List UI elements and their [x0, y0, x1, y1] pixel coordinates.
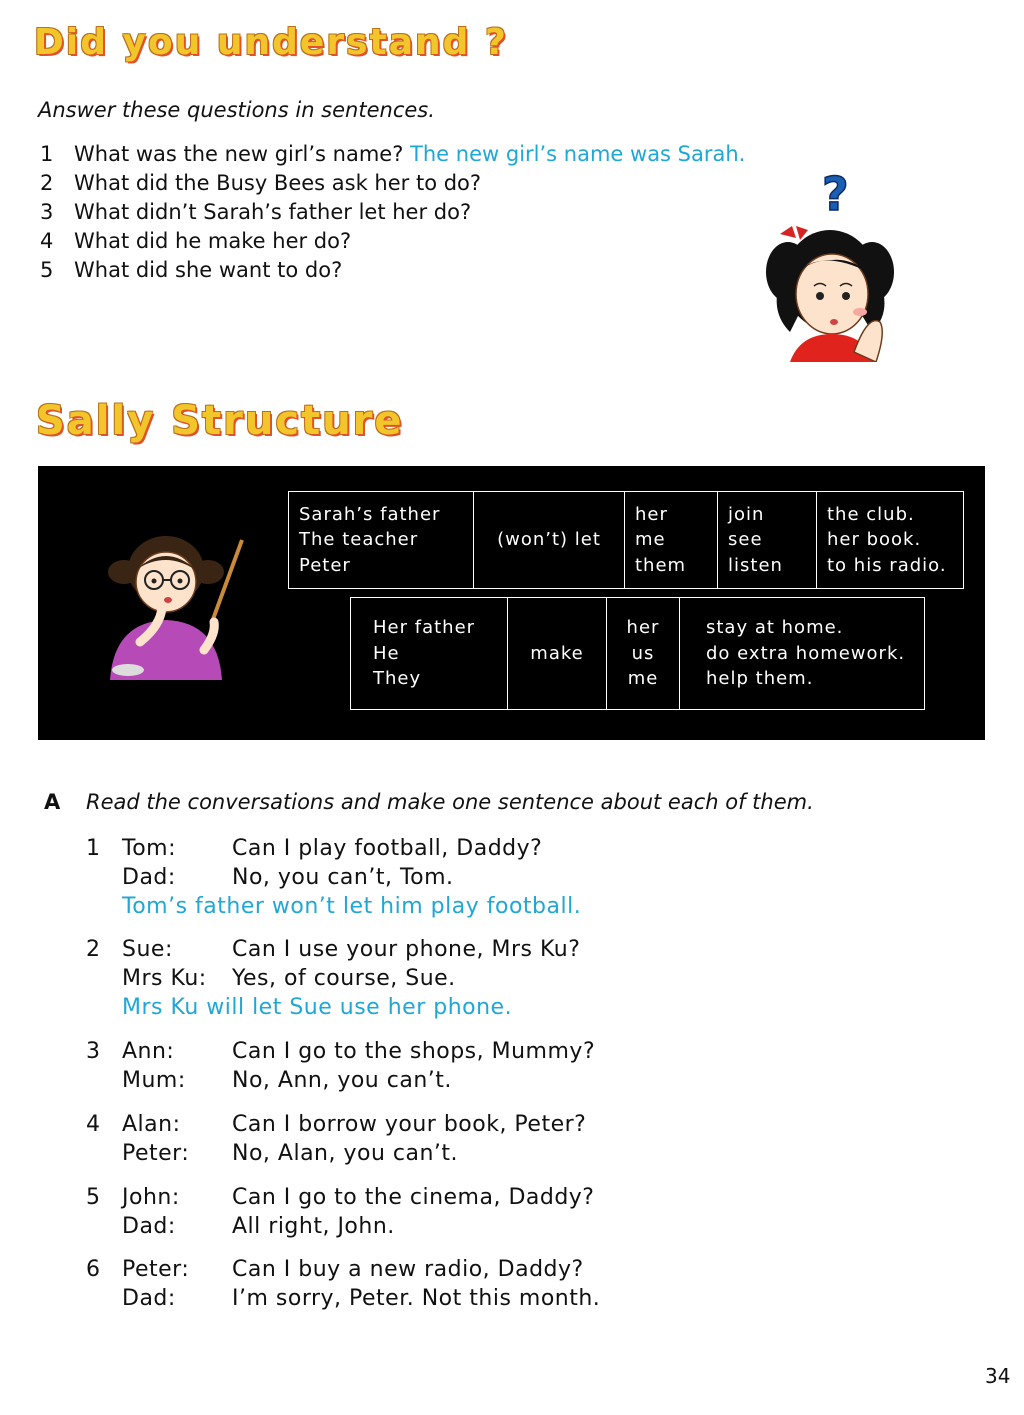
conversation-number: 6 [86, 1257, 101, 1282]
model-answer: Mrs Ku will let Sue use her phone. [122, 995, 513, 1020]
conversation-number: 3 [86, 1039, 101, 1064]
dialogue-text: Yes, of course, Sue. [232, 966, 456, 991]
structure-table-make [350, 597, 925, 710]
question-mark-icon: ? [822, 167, 849, 221]
page-number: 34 [985, 1364, 1011, 1388]
speaker-label: Mrs Ku: [122, 966, 207, 991]
question-number: 4 [40, 229, 54, 253]
sally-teacher-illustration [100, 530, 250, 680]
question-text: What was the new girl’s name? [74, 142, 404, 166]
complement-option: her book. [827, 529, 922, 551]
speaker-label: Dad: [122, 1286, 176, 1311]
conversation-number: 4 [86, 1112, 101, 1137]
exercise-instruction: Read the conversations and make one sentence about each of them. [86, 790, 814, 814]
object-option: her [626, 617, 660, 639]
question-item [40, 140, 745, 169]
dialogue-text: No, Ann, you can’t. [232, 1068, 452, 1093]
question-number: 2 [40, 171, 54, 195]
subject-option: They [373, 668, 422, 690]
complements-cell [817, 492, 964, 589]
action-option: see [728, 529, 763, 551]
question-item [40, 256, 745, 285]
question-text: What did she want to do? [74, 258, 343, 282]
dialogue-text: Can I play football, Daddy? [232, 836, 543, 861]
dialogue-text: Can I buy a new radio, Daddy? [232, 1257, 584, 1282]
speaker-label: Alan: [122, 1112, 181, 1137]
dialogue-text: Can I go to the cinema, Daddy? [232, 1185, 595, 1210]
conversation-number: 1 [86, 836, 101, 861]
question-item [40, 227, 745, 256]
dialogue-text: Can I use your phone, Mrs Ku? [232, 937, 581, 962]
speaker-label: Peter: [122, 1141, 190, 1166]
question-text: What did the Busy Bees ask her to do? [74, 171, 482, 195]
action-option: join [728, 503, 765, 525]
question-item [40, 198, 745, 227]
speaker-label: Sue: [122, 937, 173, 962]
question-text: What did he make her do? [74, 229, 352, 253]
object-option: us [631, 642, 655, 664]
speaker-label: Peter: [122, 1257, 190, 1282]
action-option: listen [728, 554, 783, 576]
object-option: me [635, 529, 666, 551]
subjects-cell [351, 598, 508, 710]
question-number: 3 [40, 200, 54, 224]
speaker-label: Ann: [122, 1039, 175, 1064]
objects-cell [625, 492, 718, 589]
question-text: What didn’t Sarah’s father let her do? [74, 200, 472, 224]
speaker-label: Dad: [122, 1214, 176, 1239]
model-answer: Tom’s father won’t let him play football. [122, 894, 582, 919]
exercise-label: A [44, 790, 61, 814]
objects-cell [607, 598, 680, 710]
verb-cell: make [508, 598, 607, 710]
actions-cell [680, 598, 925, 710]
speaker-label: Mum: [122, 1068, 186, 1093]
subject-option: Peter [299, 554, 351, 576]
action-option: help them. [706, 668, 814, 690]
conversation-number: 2 [86, 937, 101, 962]
question-number: 5 [40, 258, 54, 282]
speaker-label: Dad: [122, 865, 176, 890]
actions-cell [718, 492, 817, 589]
object-option: her [635, 503, 668, 525]
thinking-girl-illustration [760, 162, 900, 362]
action-option: stay at home. [706, 617, 844, 639]
dialogue-text: Can I borrow your book, Peter? [232, 1112, 587, 1137]
question-item [40, 169, 745, 198]
model-answer: The new girl’s name was Sarah. [410, 142, 746, 166]
action-option: do extra homework. [706, 642, 906, 664]
verb-cell: (won’t) let [474, 492, 625, 589]
complement-option: the club. [827, 503, 915, 525]
complement-option: to his radio. [827, 554, 947, 576]
subject-option: He [373, 642, 400, 664]
subject-option: The teacher [299, 529, 419, 551]
dialogue-text: All right, John. [232, 1214, 395, 1239]
object-option: them [635, 554, 687, 576]
question-list [40, 140, 745, 285]
structure-table-let [288, 491, 964, 589]
section-title-did-you-understand: Did you understand ? [34, 22, 508, 63]
conversation-number: 5 [86, 1185, 101, 1210]
speaker-label: Tom: [122, 836, 177, 861]
subjects-cell [289, 492, 474, 589]
question-number: 1 [40, 142, 54, 166]
questions-instruction: Answer these questions in sentences. [38, 98, 435, 122]
object-option: me [627, 668, 659, 690]
dialogue-text: No, you can’t, Tom. [232, 865, 454, 890]
dialogue-text: I’m sorry, Peter. Not this month. [232, 1286, 601, 1311]
subject-option: Sarah’s father [299, 503, 441, 525]
speaker-label: John: [122, 1185, 180, 1210]
dialogue-text: No, Alan, you can’t. [232, 1141, 459, 1166]
dialogue-text: Can I go to the shops, Mummy? [232, 1039, 596, 1064]
section-title-sally-structure: Sally Structure [36, 398, 404, 444]
subject-option: Her father [373, 617, 476, 639]
